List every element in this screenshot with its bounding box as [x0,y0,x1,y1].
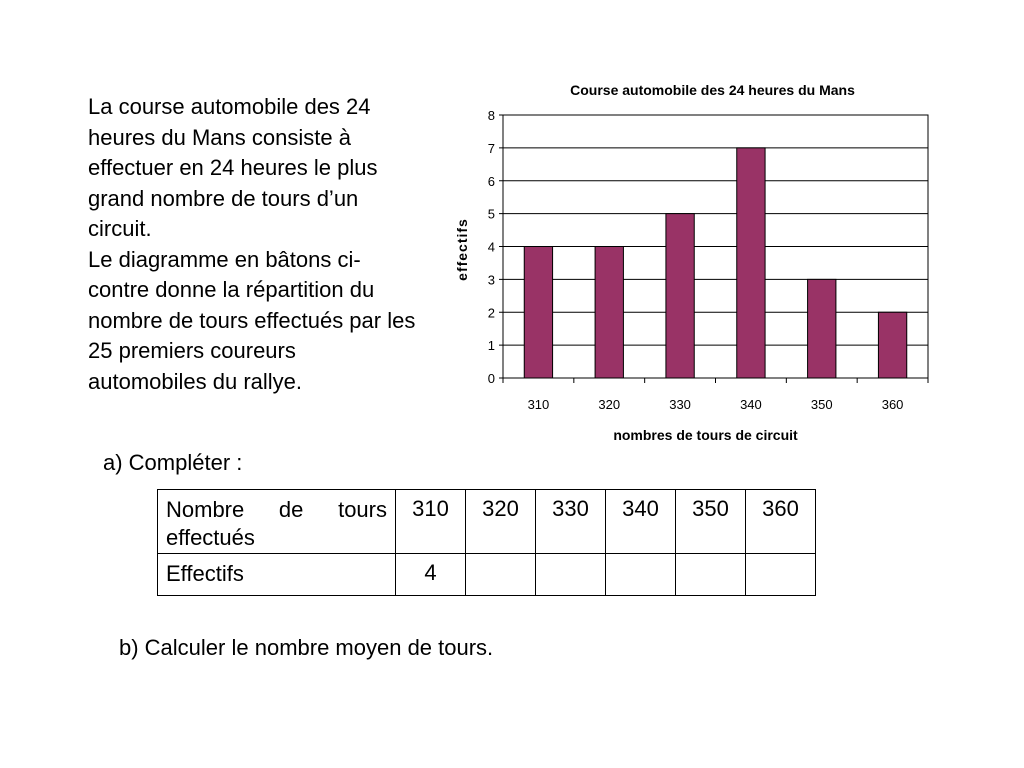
y-tick-label: 6 [487,173,495,189]
intro-text [88,92,418,397]
question-a: a) Compléter : [103,450,243,475]
y-axis-label: effectifs [454,218,470,281]
table-cell-effectif[interactable] [536,554,606,596]
table-cell-tours: 330 [536,490,606,554]
bar-chart [440,70,940,450]
y-tick-label: 5 [487,206,495,222]
table-cell-effectif[interactable] [466,554,536,596]
x-tick-label: 360 [881,397,904,412]
table-cell-tours: 360 [746,490,816,554]
table-cell-effectif[interactable] [676,554,746,596]
x-tick-label: 320 [598,397,621,412]
table-header-effectifs: Effectifs [158,554,396,596]
table-row-tours [158,490,816,554]
bar [666,214,694,378]
y-tick-label: 2 [487,305,495,321]
y-tick-label: 7 [487,140,495,156]
x-tick-label: 330 [669,397,691,412]
bar [595,247,623,379]
chart-title: Course automobile des 24 heures du Mans [570,82,855,98]
y-tick-label: 0 [487,371,495,386]
y-tick-label: 8 [487,108,495,123]
y-tick-label: 3 [487,272,495,288]
intro-paragraph-2: Le diagramme en bâtons ci-contre donne la répartition du nombre de tours effectués par les 25 premiers coureurs automobiles du rallye. [88,246,416,394]
table-header-tours: Nombre de tours effectués [158,490,396,554]
data-table [157,489,816,596]
table-row-effectifs [158,554,816,596]
y-tick-label: 1 [487,338,495,354]
table-cell-effectif[interactable] [606,554,676,596]
bar [737,148,765,378]
table-cell-tours: 310 [396,490,466,554]
bar [878,312,906,378]
table-cell-tours: 350 [676,490,746,554]
bar [524,247,552,379]
question-b: b) Calculer le nombre moyen de tours. [119,635,494,660]
x-tick-label: 340 [740,397,762,412]
y-tick-label: 4 [487,239,495,255]
x-axis-label: nombres de tours de circuit [613,427,798,443]
x-tick-label: 310 [527,397,550,412]
table-cell-effectif[interactable]: 4 [396,554,466,596]
intro-paragraph-1: La course automobile des 24 heures du Mans consiste à effectuer en 24 heures le plus grand nombre de tours d’un circuit. [88,94,378,241]
table-cell-tours: 340 [606,490,676,554]
x-tick-label: 350 [810,397,833,412]
bar [808,279,836,378]
table-cell-tours: 320 [466,490,536,554]
table-cell-effectif[interactable] [746,554,816,596]
